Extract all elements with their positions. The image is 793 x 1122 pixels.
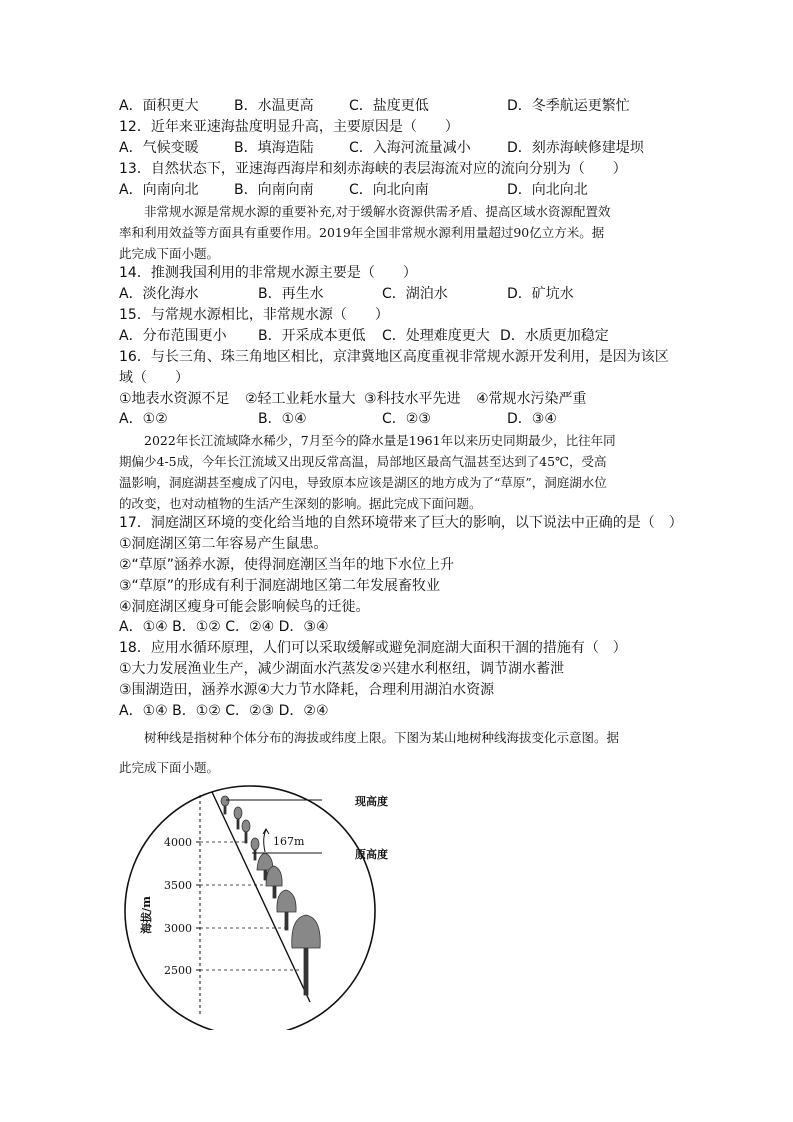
q16-item-4: ④常规水污染严重 xyxy=(476,391,587,407)
tick-label-4000: 4000 xyxy=(164,836,192,849)
q16-option-b: B．①④ xyxy=(258,411,307,427)
q13-option-c: C．向北向南 xyxy=(349,182,429,198)
passage3-line-1: 2022年长江流域降水稀少，7月至今的降水量是1961年以来历史同期最少，比往年同 xyxy=(119,433,616,448)
shift-arrow-head xyxy=(263,829,269,834)
q18-item-2: ③围湖造田，涵养水源④大力节水降耗，合理利用湖泊水资源 xyxy=(119,682,495,698)
passage2-line-1: 非常规水源是常规水源的重要补充,对于缓解水资源供需矛盾、提高区域水资源配置效 xyxy=(119,204,611,219)
passage2-line-2: 率和利用效益等方面具有重要作用。2019年全国非常规水源利用量超过90亿立方米。据 xyxy=(119,225,605,240)
q13-option-b: B．向南向南 xyxy=(234,182,314,198)
q15-option-d: D．水质更加稳定 xyxy=(500,328,609,344)
treeline-diagram xyxy=(115,780,435,1030)
q14-option-d: D．矿坑水 xyxy=(507,286,574,302)
q14-option-a: A．淡化海水 xyxy=(119,286,199,302)
label-current-height: 现高度 xyxy=(355,795,388,808)
label-shift: 167m xyxy=(273,835,305,848)
q12-option-c: C．入海河流量减小 xyxy=(349,140,471,156)
q16-option-a: A．①② xyxy=(119,411,168,427)
tree-icon-8 xyxy=(292,915,320,995)
q16-option-c: C．②③ xyxy=(382,411,431,427)
passage4-line-2: 此完成下面小题。 xyxy=(119,760,220,775)
tree-icon-7 xyxy=(277,890,296,930)
q13-option-a: A．向南向北 xyxy=(119,182,199,198)
q12-stem: 12．近年来亚速海盐度明显升高，主要原因是（ ） xyxy=(119,119,459,135)
q17-item-2: ②“草原”涵养水源，使得洞庭潮区当年的地下水位上升 xyxy=(119,557,455,573)
q18-options: A．①④ B．①② C．②③ D．②④ xyxy=(119,703,329,719)
q14-stem: 14．推测我国利用的非常规水源主要是（ ） xyxy=(119,265,417,281)
tick-label-3500: 3500 xyxy=(164,879,192,892)
q16-stem-line-1: 16．与长三角、珠三角地区相比，京津冀地区高度重视非常规水源开发利用，是因为该区 xyxy=(119,349,669,365)
q14-option-c: C．湖泊水 xyxy=(382,286,448,302)
q12-option-d: D．刻赤海峡修建堤坝 xyxy=(507,140,644,156)
q17-options: A．①④ B．①② C．②④ D．③④ xyxy=(119,619,329,635)
passage3-line-2: 期偏少4-5成，今年长江流域又出现反常高温，局部地区最高气温甚至达到了45℃，受高 xyxy=(119,454,607,469)
tree-icon-3 xyxy=(242,820,250,843)
q11-option-c: C．盐度更低 xyxy=(349,98,429,114)
q12-option-b: B．填海造陆 xyxy=(234,140,314,156)
q13-option-d: D．向北向北 xyxy=(507,182,588,198)
tick-label-3000: 3000 xyxy=(164,922,192,935)
q12-option-a: A．气候变暖 xyxy=(119,140,199,156)
q17-item-4: ④洞庭湖区瘦身可能会影响候鸟的迁徙。 xyxy=(119,599,370,615)
q15-option-c: C．处理难度更大 xyxy=(382,328,490,344)
q16-option-d: D．③④ xyxy=(507,411,557,427)
q13-stem: 13．自然状态下，亚速海西海岸和刻赤海峡的表层海流对应的流向分别为（ ） xyxy=(119,161,627,177)
q18-item-1: ①大力发展渔业生产，减少湖面水汽蒸发②兴建水利枢纽，调节湖水蓄泄 xyxy=(119,661,565,677)
passage3-line-4: 的改变，也对动植物的生活产生深刻的影响。据此完成下面问题。 xyxy=(119,496,482,511)
y-axis-label: 海拔/m xyxy=(140,896,153,934)
mountain-slope-line xyxy=(212,792,310,1002)
label-original-height: 原高度 xyxy=(355,848,388,861)
q15-option-a: A．分布范围更小 xyxy=(119,328,227,344)
q17-item-3: ③“草原”的形成有利于洞庭湖地区第二年发展畜牧业 xyxy=(119,578,441,594)
tick-label-2500: 2500 xyxy=(164,964,192,977)
q16-stem-line-2: 域（ ） xyxy=(119,370,189,386)
q16-item-2: ②轻工业耗水量大 xyxy=(245,391,356,407)
q15-option-b: B．开采成本更低 xyxy=(258,328,366,344)
q11-option-d: D．冬季航运更繁忙 xyxy=(507,98,630,114)
q16-item-3: ③科技水平先进 xyxy=(364,391,461,407)
tree-icon-4 xyxy=(251,838,259,860)
tree-icon-1 xyxy=(221,796,229,814)
q15-stem: 15．与常规水源相比，非常规水源（ ） xyxy=(119,307,389,323)
tree-icon-6 xyxy=(266,866,282,898)
diagram-circle-frame xyxy=(125,786,375,1030)
tree-icon-2 xyxy=(234,807,242,829)
passage3-line-3: 温影响，洞庭湖甚至瘦成了闪电，导致原本应该是湖区的地方成为了“草原”，洞庭湖水位 xyxy=(119,475,607,490)
q16-item-1: ①地表水资源不足 xyxy=(119,391,230,407)
q18-stem: 18．应用水循环原理，人们可以采取缓解或避免洞庭湖大面积干涸的措施有（ ） xyxy=(119,640,627,656)
q14-option-b: B．再生水 xyxy=(258,286,324,302)
tree-icons xyxy=(221,796,320,995)
q11-option-a: A．面积更大 xyxy=(119,98,199,114)
q17-stem: 17．洞庭湖区环境的变化给当地的自然环境带来了巨大的影响，以下说法中正确的是（ ） xyxy=(119,515,683,531)
shift-arrow xyxy=(264,830,266,852)
q17-item-1: ①洞庭湖区第二年容易产生鼠患。 xyxy=(119,536,328,552)
q11-option-b: B．水温更高 xyxy=(234,98,314,114)
passage4-line-1: 树种线是指树种个体分布的海拔或纬度上限。下图为某山地树种线海拔变化示意图。据 xyxy=(119,730,620,745)
passage2-line-3: 此完成下面小题。 xyxy=(119,246,220,261)
